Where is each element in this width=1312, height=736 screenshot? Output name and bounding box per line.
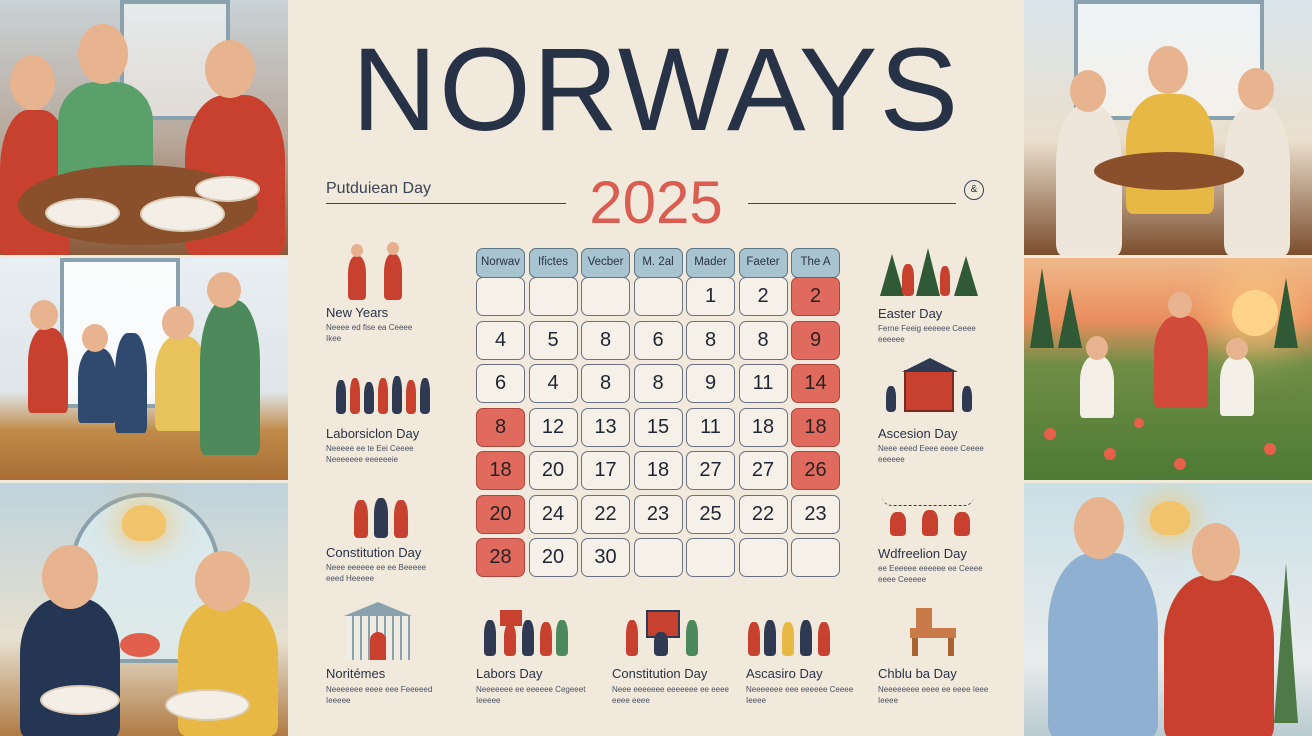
woman-figure (1154, 316, 1208, 408)
child-figure (115, 333, 147, 433)
red-house-icon (882, 356, 982, 416)
holiday-desc: Neee eeed Eeee eeee Ceeee (878, 444, 984, 453)
day-cell[interactable]: 27 (739, 451, 788, 490)
holiday-day-cell[interactable]: 26 (791, 451, 840, 490)
holiday-desc: ee Eeeeee eeeeee ee Ceeee (878, 564, 983, 573)
meadow-sunset-illustration (1024, 258, 1312, 480)
plate (40, 685, 120, 715)
weekday-header: Vecber (581, 248, 630, 278)
plant (1274, 563, 1298, 723)
empty-day-cell (634, 277, 683, 316)
holiday-name: New Years (326, 305, 389, 320)
head (195, 551, 250, 611)
flower (1044, 428, 1056, 440)
women-dining-illustration (0, 483, 288, 736)
weekday-header: Mader (686, 248, 735, 278)
day-cell[interactable]: 1 (686, 277, 735, 316)
flower (1104, 448, 1116, 460)
day-cell[interactable]: 12 (529, 408, 578, 447)
holiday-desc: Neeeeeee eee eeeeee Ceeee (746, 685, 854, 694)
holiday-name: Wdfreelion Day (878, 546, 967, 561)
plate (195, 176, 260, 202)
day-cell[interactable]: 8 (686, 321, 735, 360)
holiday-day-cell[interactable]: 2 (791, 277, 840, 316)
holiday-desc: eeee eeee (612, 696, 650, 705)
day-cell[interactable]: 25 (686, 495, 735, 534)
weekday-header: Ifictes (529, 248, 578, 278)
woman-figure (20, 598, 120, 736)
empty-day-cell (529, 277, 578, 316)
holiday-name: Ascesion Day (878, 426, 958, 441)
holiday-name: Ascasiro Day (746, 666, 823, 681)
head (42, 545, 98, 609)
day-cell[interactable]: 22 (581, 495, 630, 534)
plate (140, 196, 225, 232)
day-cell[interactable]: 24 (529, 495, 578, 534)
building-icon (344, 602, 414, 660)
tree (1058, 288, 1082, 348)
divider-right (748, 203, 956, 204)
holiday-desc: Neeeee ee te Eei Ceeee (326, 444, 414, 453)
day-cell[interactable]: 13 (581, 408, 630, 447)
day-cell[interactable]: 20 (529, 538, 578, 577)
hanging-lamp (1150, 501, 1190, 535)
plate (165, 689, 250, 721)
day-cell[interactable]: 8 (634, 364, 683, 403)
tree (1274, 278, 1298, 348)
day-cell[interactable]: 4 (476, 321, 525, 360)
table (1094, 152, 1244, 190)
holiday-desc: Neee eeeeeee eeeeeee ee eeee (612, 685, 729, 694)
head (205, 40, 255, 98)
holiday-name: Constitution Day (612, 666, 708, 681)
head (1192, 523, 1240, 581)
weekday-header: Faeter (739, 248, 788, 278)
three-figures-icon (350, 488, 430, 540)
year-label: 2025 (589, 169, 723, 236)
holiday-desc: Neee eeeeee ee ee Beeeee (326, 563, 427, 572)
holiday-desc: Neeeeeee eeeeeeie (326, 455, 399, 464)
empty-day-cell (581, 277, 630, 316)
head (1168, 292, 1192, 318)
day-cell[interactable]: 22 (739, 495, 788, 534)
holiday-desc: Ieeeee (476, 696, 501, 705)
holiday-desc: Ieeee (878, 696, 899, 705)
holiday-day-cell[interactable]: 8 (476, 408, 525, 447)
divider-left (326, 203, 566, 204)
day-cell[interactable]: 17 (581, 451, 630, 490)
day-cell[interactable]: 8 (581, 364, 630, 403)
empty-day-cell (686, 538, 735, 577)
sun (1232, 290, 1278, 336)
day-cell[interactable]: 4 (529, 364, 578, 403)
ampersand-icon: & (964, 180, 984, 200)
child-figure (28, 328, 68, 413)
day-cell[interactable]: 18 (634, 451, 683, 490)
head (1070, 70, 1106, 112)
day-cell[interactable]: 20 (529, 451, 578, 490)
holiday-name: Chblu ba Day (878, 666, 957, 681)
day-cell[interactable]: 8 (581, 321, 630, 360)
holiday-day-cell[interactable]: 18 (476, 451, 525, 490)
day-cell[interactable]: 11 (739, 364, 788, 403)
day-cell[interactable]: 30 (581, 538, 630, 577)
woman-figure (1164, 575, 1274, 736)
head (78, 24, 128, 84)
holiday-desc: Ferne Feeig eeeeee Ceeee (878, 324, 976, 333)
subtitle: Putduiean Day (326, 180, 431, 197)
holiday-desc: eeed Heeeee (326, 574, 375, 583)
holiday-desc: eeeeee (878, 455, 905, 464)
child-figure (1080, 356, 1114, 418)
flower-vase (120, 633, 160, 657)
hanging-lamp (122, 505, 166, 541)
flag-bearers-icon (482, 606, 572, 658)
holiday-day-cell[interactable]: 18 (791, 408, 840, 447)
day-cell[interactable]: 5 (529, 321, 578, 360)
holiday-name: Constitution Day (326, 545, 422, 560)
weekday-header: Norwav (476, 248, 525, 278)
day-cell[interactable]: 9 (686, 364, 735, 403)
day-cell[interactable]: 23 (791, 495, 840, 534)
holiday-day-cell[interactable]: 14 (791, 364, 840, 403)
head (1086, 336, 1108, 360)
forest-family-icon (880, 248, 980, 298)
holiday-desc: Ikee (326, 334, 342, 343)
day-cell[interactable]: 27 (686, 451, 735, 490)
parade-crowd-icon (332, 368, 442, 416)
man-figure (1048, 553, 1158, 736)
norwegian-flag-parade-icon (624, 606, 714, 658)
flower (1264, 443, 1276, 455)
day-cell[interactable]: 11 (686, 408, 735, 447)
holiday-day-cell[interactable]: 9 (791, 321, 840, 360)
holiday-desc: Neeeeeee ee eeeeee Cegeeet (476, 685, 586, 694)
children-playing-illustration (0, 258, 288, 480)
head (1238, 68, 1274, 110)
weekday-header: The A (791, 248, 840, 278)
holiday-desc: Ieeee (746, 696, 767, 705)
holiday-desc: eeee Ceeeee (878, 575, 927, 584)
plate (45, 198, 120, 228)
head (1074, 497, 1124, 559)
holiday-name: Noritémes (326, 666, 386, 681)
holiday-name: Easter Day (878, 306, 943, 321)
wooden-furniture-icon (906, 606, 966, 658)
empty-day-cell (791, 538, 840, 577)
day-cell[interactable]: 18 (739, 408, 788, 447)
head (207, 272, 241, 308)
head (162, 306, 194, 340)
tree (1030, 268, 1054, 348)
holiday-day-cell[interactable]: 28 (476, 538, 525, 577)
day-cell[interactable]: 15 (634, 408, 683, 447)
head (1148, 46, 1188, 94)
weekday-header: M. 2al (634, 248, 683, 278)
garland-dancers-icon (882, 490, 982, 538)
adult-figure (200, 300, 260, 455)
head (82, 324, 108, 352)
holiday-desc: Neeee ed fise ea Ceeee (326, 323, 413, 332)
empty-day-cell (634, 538, 683, 577)
flower (1174, 458, 1186, 470)
holiday-desc: Ieeeee (326, 696, 351, 705)
empty-day-cell (476, 277, 525, 316)
holiday-day-cell[interactable]: 20 (476, 495, 525, 534)
figures-in-norwegian-dress-icon (344, 240, 424, 302)
flower (1134, 418, 1144, 428)
holiday-desc: eeeeee (878, 335, 905, 344)
couple-celebrating-illustration (1024, 483, 1312, 736)
head (1226, 338, 1248, 360)
page-title: NORWAYS (351, 24, 961, 156)
day-cell[interactable]: 6 (476, 364, 525, 403)
holiday-name: Labors Day (476, 666, 543, 681)
day-cell[interactable]: 23 (634, 495, 683, 534)
child-figure (78, 348, 116, 423)
child-figure (1220, 356, 1254, 416)
friends-table-illustration (1024, 0, 1312, 255)
head (30, 300, 58, 330)
procession-icon (746, 606, 842, 658)
day-cell[interactable]: 6 (634, 321, 683, 360)
head (10, 55, 55, 110)
holiday-desc: Neeeeeeee eeee ee eeee Ieee (878, 685, 989, 694)
empty-day-cell (739, 538, 788, 577)
holiday-desc: Neeeeeee eeee eee Feeeeed (326, 685, 433, 694)
day-cell[interactable]: 8 (739, 321, 788, 360)
day-cell[interactable]: 2 (739, 277, 788, 316)
family-dinner-illustration (0, 0, 288, 255)
holiday-name: Laborsiclon Day (326, 426, 420, 441)
